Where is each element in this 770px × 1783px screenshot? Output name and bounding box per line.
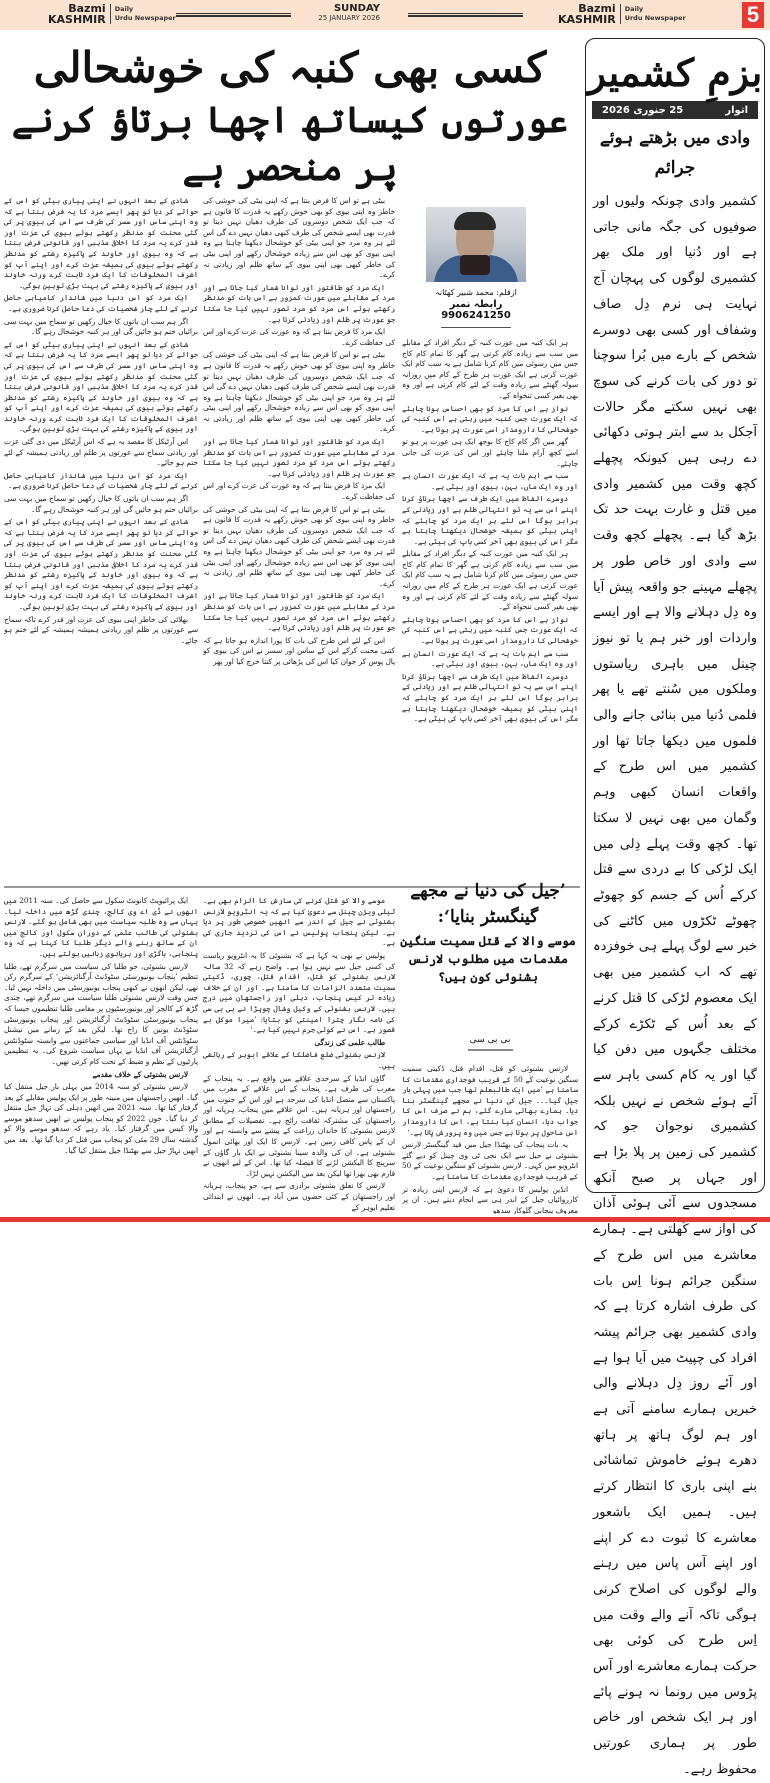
editorial-body: کشمیر وادی چونکہ ولیوں اور صوفیوں کی جگہ مانی جاتی ہے اور دُنیا اور ملک بھر کشمیری لوگوں کی پہچان آج نہایت ہی نرم دِل صاف وشفاف اور کسی بھی دوسرے شخص کے بارے میں بُرا سوچنا تو دور کی بات کرنے کی سوچ بھی نہیں سکتے مگر حالات آجکل بد سے ابتر ہوتی دکھائی دے رہی ہیں کیونکہ پچھلے کچھ وقت میں کشمیر وادی میں قتل و غارت بہت حد تک بڑھ گیا ہے۔ پچھلے کچھ وقت سے وادی اور خاص طور پر پچھلے مہینے جو واقعہ پیش آیا وہ دِل دہلانے والا ہے اور ایسے واردات اور خبر ہم یا تو نیوز چینل میں باہری ریاستوں وملکوں میں سُنتے تھے یا پھر فلمی دُنیا میں بنائی جانے والی فلموں میں دیکھا جاتا تھا اور کشمیر میں اس طرح کے واقعات انسان کبھی وہم وگمان میں بھی نہیں لا سکتا تھا۔ کچھ وقت پہلے دِلی میں ایک لڑکی کا بے دردی سے قتل کرکے اُس کے جسم کو چھوٹے چھوٹے ٹکڑوں میں کاٹنے کی خبر سے لوگ پہلے ہی خوفزدہ تھے کہ اب کشمیر میں بھی ایک معصوم لڑکی کا قتل کرنے کے بعد اُس کے ٹکڑے کرکے مختلف جگہوں میں دفن کیا گیا اور یہ کام کسی باہر سے آئے ہوئے شخص نے نہیں بلکہ کشمیری نوجوان جو کہ کشمیر کی زمین پر پلا بڑا ہے اور جہاں پر صبح آنکھ مسجدوں سے آئی ہوئی آذان کی آواز سے کُھلتی ہے۔ ہمارے معاشرے میں اس طرح کے سنگین جرائم ہونا اِس بات کی طرف اشارہ کرتا ہے کہ وادی کشمیر بھی جرائم پیشہ افراد کی چپیٹ میں آیا ہوا ہے اور آئے روز دِل دہلانے والی خبریں ہمارے سامنے آتی ہے اور ہم لوگ ہاتھ پر ہاتھ دھرے ہوئے خاموش تماشائی بنے اپنی باری کا انتظار کرتے ہیں۔ ہمیں ایک باشعور معاشرے کا ثبوت دے کر اپنے اور اپنے آس پاس میں رہنے والے لوگوں کی اصلاح کرنی ہوگی تاکہ آنے والے وقت میں اِس طرح کی کوئی بھی حرکت ہمارے معاشرے اور آس پڑوس میں رونما نہ ہونے پائے اور ہر ایک شخص اور خاص طور پر ہماری عورتیں محفوظ رہے۔ bbox=[593, 194, 757, 1777]
editorial-date: 25 جنوری 2026 bbox=[602, 104, 684, 116]
editorial-date-bar bbox=[592, 101, 758, 119]
subheading: طالب علمی کی زندگی bbox=[314, 1037, 385, 1047]
paragraph: شادی کے بعد انہوں نے اپنی پیاری بیٹی کو اس کے حوالے کر دیا تو پھر ایسے مرد کا یہ فرض بنتا ہے کہ وہ اپنی ساس اور سسر کی طرف سے اس کی بیوی پر کی گئی محنت کو مدنظر رکھتے ہوئے بیوی کی عزت اور قدر کرے یہ مرد کا اخلاقی مذہبی اور قانونی فرض بنتا ہے کہ وہ بیوی اور خاوند کے پاکیزہ رشتے کو مدنظر رکھتے ہوئے بیوی کی ہمیشہ عزت کرے اور اپنے آپ کو اشرف المخلوقات کا ایک فرد ثابت کرے ورنہ خاوند اور بیوی کے پاکیزہ رشتے کی بہت بڑی توہین ہوگی۔ bbox=[4, 196, 198, 290]
paragraph: دوسرے الفاظ میں ایک طرف سے اچھا برتاؤ کرنا اپنے اس سے یہ تو انتہائی ظلم ہے اور زیادتی کے برابر ہوگا اس لئے ہر ایک مرد کو چاہئے کہ اپنی بیٹی کو ہمیشہ خوشحال دیکھنا چاہتا ہے مگر اس کی بیوی بھی آخر کسی باپ کی بیٹی ہے۔ bbox=[402, 494, 578, 546]
second-article-column-right bbox=[402, 1064, 578, 1214]
second-article-column-middle bbox=[203, 896, 395, 1214]
paragraph: ایک مرد کو اس دنیا میں شاندار کامیابی حاصل کرنے کے لئے چار شخصیات کی دعا حاصل کرنا ضروری ہے۔ bbox=[4, 293, 198, 313]
paragraph: ہر ایک کنبہ میں عورت کنبہ کے دیگر افراد کے مقابلے میں سب سے زیادہ کام کرتی ہے گھر کا تمام کام کاج جس میں رسوئی میں کام کرنا شامل ہے یہ سب کام ایک عورت کرتی ہے ایک عورت ہر طرح کے کام میں روزانہ سولہ گھنٹے سے زیادہ وقت کے لئے کام کرتی ہے اور وہ بھی بغیر کسی تنخواہ کے۔ bbox=[402, 338, 578, 400]
paragraph: اگر ہم سب ان باتوں کا خیال رکھیں تو سماج میں بہت سی برائیاں ختم ہو جائیں گی اور ہر کنبہ خوشحال رہے گا۔ bbox=[4, 494, 198, 514]
paragraph: موسے والا کو قتل کرنے کی سازش کا الزام بھی ہے۔ ٹیلی ویژن چینل سے دعویٰ کیا ہے کہ یہ انٹرویو لارنس بشنوئی نے جیل کے اندر سے انھیں خصوصی طور پر دیا ہے۔ لیکن پنجاب پولیس نے اس کی تردید جاری کی ہے۔ bbox=[203, 896, 395, 948]
paragraph: اگر ہم سب ان باتوں کا خیال رکھیں تو سماج میں بہت سی برائیاں ختم ہو جائیں گی اور ہر کنبہ خوشحال رہے گا۔ bbox=[4, 316, 198, 337]
paragraph: ایک مرد کو طاقتور اور توانا شمار کیا جاتا ہے اور مرد کے مقابلے میں عورت کمزور ہے اس بات کو مدنظر رکھتے ہوئے اس مرد کو مرد تصور نہیں کیا جا سکتا جو عورت پر ظلم اور زیادتی کرتا ہے۔ bbox=[203, 437, 395, 478]
paragraph: گھر میں اگر کام کاج کا بوجھ ایک ہی عورت پر ہو تو اسے کچھ آرام ملنا چاہئے اور اس کی عزت کی جانی چاہئے۔ bbox=[402, 437, 578, 468]
paragraph: بیٹی ہے تو اس کا فرض بنتا ہے کہ اپنی بیٹی کی خوشی کی خاطر وہ اپنی بیوی کو بھی خوش رکھے یہ قدرت کا قانون ہے کہ جب ایک شخص دوسروں کی طرف دھیان نہیں دیتا تو قدرت بھی ایسے شخص کی طرف کبھی دھیان نہیں دے گی اس لئے ہر وہ مرد جو اپنی بیٹی کو خوشحال دیکھنا چاہتا ہے وہ اپنی بیوی کو بھی اس سے زیادہ خوشحال رکھے اور اپنی بیٹی کی خاطر کبھی بھی اپنی بیوی کے ساتھ ظلم اور زیادتی نہ کرے۔ bbox=[203, 196, 395, 280]
subheading: لارنس بشنوئی کے خلاف مقدمے bbox=[92, 1069, 188, 1079]
paragraph: اس کے لئے اس طرح کی بات کا پورا اندازہ ہو جاتا ہے کہ کتنی محنت کرکے اس کے ساس اور سسر نے اس کی بیوی کو پال پوس کر جوان کیا اس کی پڑھائی پر کتنا خرچ کیا اور پھر bbox=[203, 635, 395, 666]
second-article-headline: ’جیل کی دنیا نے مجھے گینگسٹر بنایا‘: bbox=[410, 881, 566, 927]
masthead bbox=[0, 0, 770, 30]
paragraph: اس آرٹیکل کا مقصد یہ ہے کہ اس آرٹیکل میں دی گئی عزت اور زیادتی سماج سے عورتوں پر ظلم اور زیادتی ہمیشہ کے لئے ختم ہو جائے۔ bbox=[4, 437, 198, 468]
date-block bbox=[310, 3, 380, 22]
paragraph: ہر ایک کنبہ میں عورت کنبہ کے دیگر افراد کے مقابلے میں سب سے زیادہ کام کرتی ہے گھر کا تمام کام کاج جس میں رسوئی میں کام کرنا شامل ہے یہ سب کام ایک عورت کرتی ہے ایک عورت ہر طرح کے کام میں روزانہ سولہ گھنٹے سے زیادہ وقت کے لئے کام کرتی ہے اور وہ بھی بغیر کسی تنخواہ کے۔ bbox=[402, 549, 578, 612]
paragraph: یہ بات پنجاب کی بھٹنڈا جیل میں قید گینگسٹر لارنس بشنوئی نے جیل سے ایک نجی ٹی وی چینل کو دیے گئے انٹرویو میں کہی۔ لارنس بشنوئی کو سنگین نوعیت کے 50 کے قریب فوجداری مقدمات کا سامنا ہے۔ bbox=[402, 1140, 578, 1181]
brand-divider bbox=[110, 4, 111, 24]
paragraph: بیٹی ہے تو اس کا فرض بنتا ہے کہ اپنی بیٹی کی خوشی کی خاطر وہ اپنی بیوی کو بھی خوش رکھے یہ قدرت کا قانون ہے کہ جب ایک شخص دوسروں کی طرف دھیان نہیں دیتا تو قدرت بھی ایسے شخص کی طرف کبھی دھیان نہیں دے گی اس لئے ہر وہ مرد جو اپنی بیٹی کو خوشحال دیکھنا چاہتا ہے وہ اپنی بیوی کو بھی اس سے زیادہ خوشحال رکھے اور اپنی بیٹی کی خاطر کبھی بھی اپنی بیوی کے ساتھ ظلم اور زیادتی نہ کرے۔ bbox=[203, 504, 395, 588]
author-byline: ازقلم: محمد شبیر کھٹانہ bbox=[435, 288, 517, 297]
source-rule bbox=[468, 1049, 513, 1051]
editorial-day: اتوار bbox=[725, 104, 748, 116]
paragraph: لارنس بشنوئی کو سنہ 2014 میں پہلی بار جیل منتقل کیا گیا۔ انھیں راجستھان میں مبینہ طور پر ایک پولیس مقابلے کے بعد گرفتار کیا تھا۔ سنہ 2021 میں انھیں دہلی کی تہاڑ جیل منتقل کر دیا گیا۔ جون 2022 کو پنجاب پولیس نے انھیں سدھو موسے والا کیس میں گرفتار کیا۔ یاد رہے کہ سدھو موسے والا کو گذشتہ سال 29 مئی کو پنجاب میں قتل کر دیا گیا تھا۔ بعد میں انھیں تہاڑ جیل سے بھٹنڈا جیل منتقل کیا گیا۔ bbox=[4, 1082, 198, 1155]
paragraph: گاؤں انڈیا کے سرحدی علاقے میں واقع ہے۔ یہ پنجاب کے مغرب کی طرف ہے۔ پنجاب کے اس علاقے کے مغرب میں پاکستان سے متصل انڈیا کی سرحد ہے اور اس کے جنوب میں راجستھان اور ہریانہ ہیں۔ اس علاقے میں پنجاب، ہریانہ اور راجستھان کی مشترکہ ثقافت رائج ہے۔ تفصیلات کے مطابق لارنس بشنوئی کا خاندان زراعت کے پیشے سے وابستہ ہے اور ان کے پاس کافی زمین ہے۔ لارنس کا ایک اور بھائی انمول بشنوئی ہے۔ ان کی والدہ سینا بشنوئی نے ایک بار گاؤں کے سرپنچ کا الیکشن لڑنے کا فیصلہ کیا تھا۔ اس کے لیے انھوں نے فارم بھی بھرا تھا لیکن بعد میں الیکشن نہیں لڑا۔ bbox=[203, 1073, 395, 1178]
brand-logo-left bbox=[48, 3, 176, 25]
brand-sub1: Daily bbox=[114, 5, 134, 13]
paragraph: شادی کے بعد انہوں نے اپنی پیاری بیٹی کو اس کے حوالے کر دیا تو پھر ایسے مرد کا یہ فرض بنتا ہے کہ وہ اپنی ساس اور سسر کی طرف سے اس کی بیوی پر کی گئی محنت کو مدنظر رکھتے ہوئے بیوی کی عزت اور قدر کرے یہ مرد کا اخلاقی مذہبی اور قانونی فرض بنتا ہے کہ وہ بیوی اور خاوند کے پاکیزہ رشتے کو مدنظر رکھتے ہوئے بیوی کی ہمیشہ عزت کرے اور اپنے آپ کو اشرف المخلوقات کا ایک فرد ثابت کرے ورنہ خاوند اور بیوی کے پاکیزہ رشتے کی بہت بڑی توہین ہوگی۔ bbox=[4, 517, 198, 611]
decorative-rule-left bbox=[176, 13, 291, 17]
author-rule bbox=[441, 327, 511, 328]
paragraph: ایک پرائیویٹ کانونٹ سکول سے حاصل کی۔ سنہ 2011 میں انھوں نے ڈی اے وی کالج، چندی گڑھ میں داخلہ لیا۔ یہاں سے وہ طلبہ سیاست میں بھی شامل ہو گئے۔ لارنس بشنوئی کی طالب علمی کے دوران سکول اور کالج میں ان کے ساتھ رہنے والے دیگر طلبا کا کہنا ہے کہ وہ پنجابی، باگڑی اور ہریانوی زبانیں بولتے ہیں۔ bbox=[4, 896, 198, 958]
author-phone: رابطہ نمبر 9906241250 bbox=[441, 299, 511, 321]
headline-line1: کسی بھی کنبہ کی خوشحالی bbox=[33, 43, 547, 92]
paragraph: ایک مرد کا فرض بنتا ہے کہ وہ عورت کی عزت کرے اور اس کی حفاظت کرے۔ bbox=[203, 327, 395, 347]
paragraph: شادی کے بعد انہوں نے اپنی پیاری بیٹی کو اس کے حوالے کر دیا تو پھر ایسے مرد کا یہ فرض بنتا ہے کہ وہ اپنی ساس اور سسر کی طرف سے اس کی بیوی پر کی گئی محنت کو مدنظر رکھتے ہوئے بیوی کی عزت اور قدر کرے یہ مرد کا اخلاقی مذہبی اور قانونی فرض بنتا ہے کہ وہ بیوی اور خاوند کے پاکیزہ رشتے کو مدنظر رکھتے ہوئے بیوی کی ہمیشہ عزت کرے اور اپنے آپ کو اشرف المخلوقات کا ایک فرد ثابت کرے ورنہ خاوند اور بیوی کے پاکیزہ رشتے کی بہت بڑی توہین ہوگی۔ bbox=[4, 339, 198, 434]
main-article-column-left bbox=[4, 196, 198, 868]
brand-sub2: Urdu Newspaper bbox=[114, 14, 176, 22]
editorial-title: بزمِ کشمیر bbox=[587, 50, 763, 95]
paragraph: بھلائی کی خاطر اپنی بیوی کی عزت اور قدر کرے تاکہ سماج سے عورتوں پر ظلم اور زیادتی ہمیشہ ہمیشہ کے لئے ختم ہو جائے۔ bbox=[4, 614, 198, 645]
paragraph: نواز ہے اس کا مرد کو بھی احساس ہونا چاہئے کہ ایک عورت جس کنبہ میں رہتی ہے اس کنبہ کی خوشحالی کا دارومدار اسی عورت پر ہوتا ہے۔ bbox=[402, 403, 578, 434]
paragraph: لارنس کا تعلق بشنوئی برادری سے ہے، جو پنجاب، ہریانہ اور راجستھان کے کئی حصوں میں آباد ہے۔ انھوں نے ابتدائی تعلیم ابوہر کے bbox=[203, 1181, 395, 1212]
main-headline bbox=[10, 40, 570, 192]
second-article-column-left bbox=[4, 896, 198, 1214]
author-block bbox=[426, 207, 526, 328]
brand-line2: KASHMIR bbox=[558, 13, 616, 26]
paragraph: دوسرے الفاظ میں ایک طرف سے اچھا برتاؤ کرنا اپنے اس سے یہ تو انتہائی ظلم ہے اور زیادتی کے برابر ہوگا اس لئے ہر ایک مرد کو چاہئے کہ اپنی بیٹی کو ہمیشہ خوشحال دیکھنا چاہتا ہے مگر اس کی بیوی بھی آخر کسی باپ کی بیٹی ہے۔ bbox=[402, 671, 578, 724]
page-number-badge: 5 bbox=[742, 2, 764, 28]
paragraph: ایک مرد کا فرض بنتا ہے کہ وہ عورت کی عزت کرے اور اس کی حفاظت کرے۔ bbox=[203, 481, 395, 502]
paragraph: سب سے اہم بات یہ ہے کہ ایک عورت انسان ہے اور وہ ایک ماں، بہن، بیوی اور بیٹی ہے۔ bbox=[402, 648, 578, 669]
brand-logo-right bbox=[558, 3, 686, 25]
bottom-red-rule bbox=[0, 1217, 770, 1222]
brand-divider bbox=[620, 4, 621, 24]
second-article-subheadline: موسے والا کے قتل سمیت سنگین مقدمات میں مطلوب لارنس بشنوئی کون ہیں؟ bbox=[400, 934, 576, 984]
paragraph: انڈین پولیس کا دعویٰ ہے کہ لارنس اپنی زیادہ تر کارروائیاں جیل کے اندر ہی سے انجام دیتے ہیں۔ ان پر معروف پنجابی گلوکار سدھو bbox=[402, 1184, 578, 1214]
paragraph: نواز ہے اس کا مرد کو بھی احساس ہونا چاہئے کہ ایک عورت جس کنبہ میں رہتی ہے اس کنبہ کی خوشحالی کا دارومدار اسی عورت پر ہوتا ہے۔ bbox=[402, 614, 578, 646]
paragraph: ایک مرد کو طاقتور اور توانا شمار کیا جاتا ہے اور مرد کے مقابلے میں عورت کمزور ہے اس بات کو مدنظر رکھتے ہوئے اس مرد کو مرد تصور نہیں کیا جا سکتا جو عورت پر ظلم اور زیادتی کرتا ہے۔ bbox=[203, 282, 395, 324]
paragraph: سب سے اہم بات یہ ہے کہ ایک عورت انسان ہے اور وہ ایک ماں، بہن، بیوی اور بیٹی ہے۔ bbox=[402, 471, 578, 491]
editorial-box bbox=[585, 38, 765, 1777]
paragraph: ایک مرد کو طاقتور اور توانا شمار کیا جاتا ہے اور مرد کے مقابلے میں عورت کمزور ہے اس بات کو مدنظر رکھتے ہوئے اس مرد کو مرد تصور نہیں کیا جا سکتا جو عورت پر ظلم اور زیادتی کرتا ہے۔ bbox=[203, 591, 395, 633]
paragraph: لارنس بشنوئی کو قتل، اقدام قتل، ڈکیتی سمیت سنگین نوعیت کے 50 کے قریب فوجداری مقدمات کا سامنا ہے ’میں ایک طالبعلم تھا جب میں پہلی بار جیل گیا۔۔۔ جیل کی دنیا نے مجھے گینگسٹر بنا دیا۔ ہمارے بھائی مارے گئے، ہم نے صرف اس کا جواب دیا، انسان کیا بنتا ہے، اس کا دارومدار اس ماحول پر ہوتا ہے جس میں وہ پرورش پاتا ہے۔‘ bbox=[402, 1064, 578, 1137]
brand-line2: KASHMIR bbox=[48, 13, 106, 26]
brand-line1: Bazmi bbox=[68, 2, 106, 15]
paragraph: لارنس بشنوئی، جو طلبا کی سیاست میں سرگرم تھے، طلبا تنظیم ’پنجاب یونیورسٹی سٹوڈنٹ آرگنائزیشن‘ کے سرگرم رکن تھے، لیکن انھوں نے کبھی پنجاب یونیورسٹی میں داخلہ نہیں لیا۔ جس وقت لارنس بشنوئی طلبا سیاست میں سرگرم تھے، چندی گڑھ کے کالجز اور یونیورسٹیوں پر مقامی طلبا تنظیموں جیسا کہ پنجاب یونیورسٹی سٹوڈنٹ آرگنائزیشن اور پنجاب یونیورسٹی سٹوڈنٹ یونین کا راج تھا۔ لیکن بعد کے زمانے میں نیشنل سٹوڈنٹس آف انڈیا اور سیاسی جماعتوں سے وابستہ سٹوڈنٹس آرگنائزیشن آف انڈیا نے یہاں سیاست شروع کی۔ یہ تنظیمیں پارٹیوں کے نظم و ضبط کے تحت کام کرتی تھیں۔ bbox=[4, 961, 198, 1066]
headline-line2: عورتوں کیساتھ اچھا برتاؤ کرنے پر منحصر ہے bbox=[11, 99, 569, 189]
main-article-column-middle bbox=[203, 196, 395, 868]
editorial-subtitle: وادی میں بڑھتے ہوئے جرائم bbox=[599, 128, 751, 178]
source-label: بی بی سی bbox=[469, 1035, 511, 1045]
decorative-rule-right bbox=[408, 13, 523, 17]
day-label: SUNDAY bbox=[333, 3, 380, 14]
second-article-source bbox=[430, 1035, 550, 1051]
main-article-column-right bbox=[402, 338, 578, 868]
paragraph: ایک مرد کو اس دنیا میں شاندار کامیابی حاصل کرنے کے لئے چار شخصیات کی دعا حاصل کرنا ضروری ہے۔ bbox=[4, 470, 198, 491]
author-photo bbox=[426, 207, 526, 282]
brand-sub2: Urdu Newspaper bbox=[624, 14, 686, 22]
paragraph: پولیس نے بھی یہ کہا ہے کہ بشنوئی کا یہ انٹرویو ریاست کی کسی جیل سے نہیں ہوا ہے۔ واضح رہے کہ 32 سالہ لارنس بشنوئی کو قتل، اقدام قتل، چوری، ڈکیتی سمیت متعدد الزامات کا سامنا ہے۔ اور ان کے خلاف زیادہ تر کیس پنجاب، دہلی اور راجستھان میں درج ہیں۔ لارنس بشنوئی کے وکیل وشال چوپڑا نے بی بی سی کی نامہ نگار چترا امینتی کو بتایا: ’میرا موکل بے قصور ہے۔ اس نے کوئی جرم نہیں کیا ہے۔‘ bbox=[203, 950, 395, 1035]
paragraph: بیٹی ہے تو اس کا فرض بنتا ہے کہ اپنی بیٹی کی خوشی کی خاطر وہ اپنی بیوی کو بھی خوش رکھے یہ قدرت کا قانون ہے کہ جب ایک شخص دوسروں کی طرف دھیان نہیں دیتا تو قدرت بھی ایسے شخص کی طرف کبھی دھیان نہیں دے گی اس لئے ہر وہ مرد جو اپنی بیٹی کو خوشحال دیکھنا چاہتا ہے وہ اپنی بیوی کو بھی اس سے زیادہ خوشحال رکھے اور اپنی بیٹی کی خاطر کبھی بھی اپنی بیوی کے ساتھ ظلم اور زیادتی نہ کرے۔ bbox=[203, 350, 395, 434]
brand-line1: Bazmi bbox=[578, 2, 616, 15]
date-label: 25 JANUARY 2026 bbox=[318, 14, 380, 22]
brand-sub1: Daily bbox=[624, 5, 644, 13]
paragraph: لارنس بشنوئی ضلع فاضلکا کے علاقے ابوہر کے رہائشی ہیں۔ bbox=[203, 1050, 395, 1070]
second-article-headline-block bbox=[398, 878, 578, 986]
